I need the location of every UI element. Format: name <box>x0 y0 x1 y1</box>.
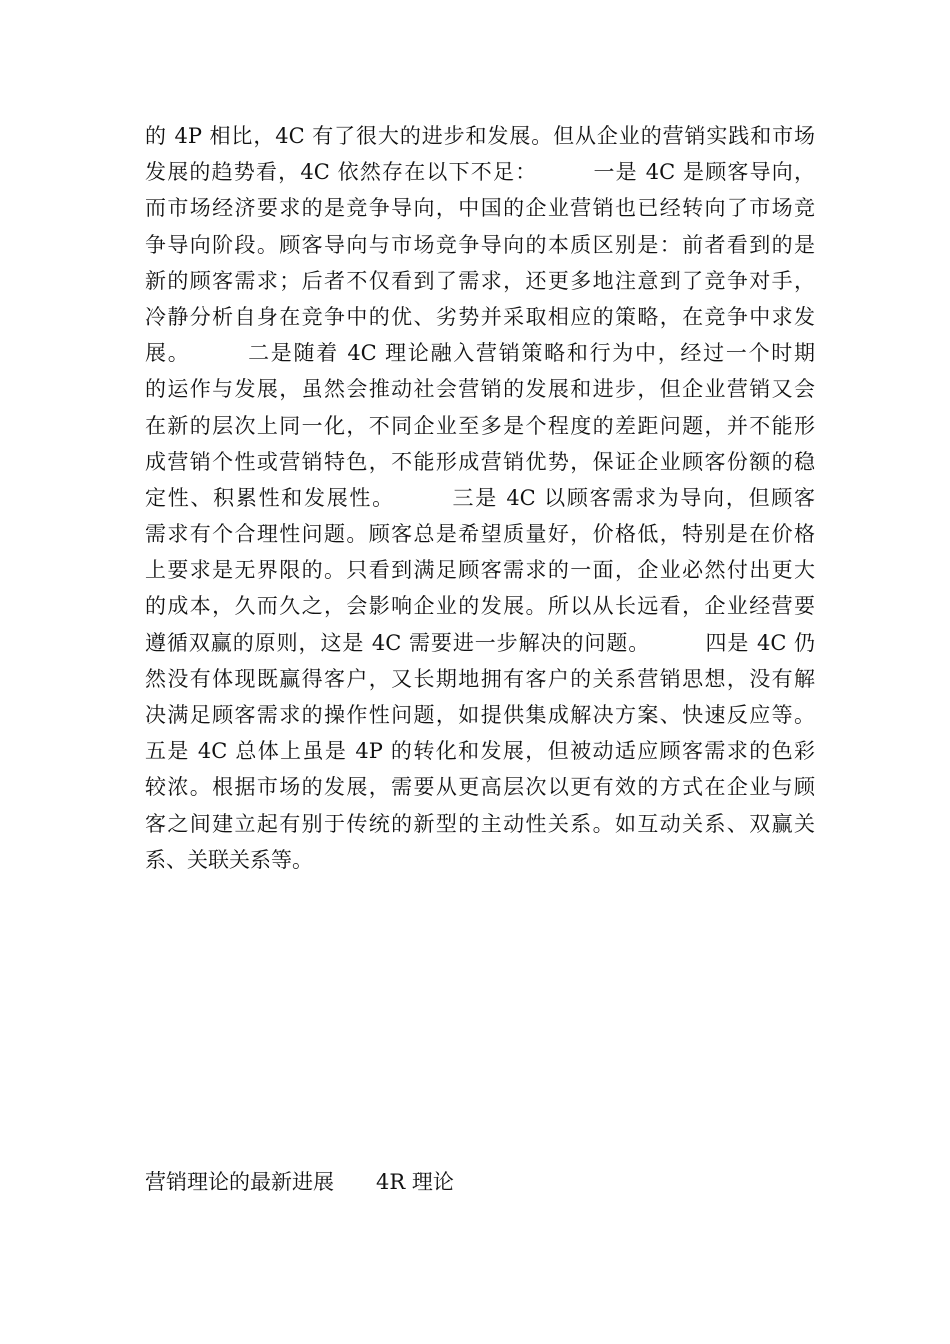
body-paragraph <box>145 118 815 878</box>
section-heading: 营销理论的最新进展 4R 理论 <box>145 1170 454 1194</box>
text-line: 五是 4C 总体上虽是 4P 的转化和发展，但被动适应顾客需求的色彩 <box>145 739 815 764</box>
text-line: 而市场经济要求的是竞争导向，中国的企业营销也已经转向了市场竞 <box>145 196 815 221</box>
text-line: 然没有体现既赢得客户，又长期地拥有客户的关系营销思想，没有解 <box>145 666 815 691</box>
text-line: 成营销个性或营销特色，不能形成营销优势，保证企业顾客份额的稳 <box>145 449 815 474</box>
text-line: 的成本，久而久之，会影响企业的发展。所以从长远看，企业经营要 <box>145 594 815 619</box>
text-line: 需求有个合理性问题。顾客总是希望质量好，价格低，特别是在价格 <box>145 522 815 547</box>
text-line: 争导向阶段。顾客导向与市场竞争导向的本质区别是：前者看到的是 <box>145 232 815 257</box>
text-line: 新的顾客需求；后者不仅看到了需求，还更多地注意到了竞争对手， <box>145 268 815 293</box>
text-line: 客之间建立起有别于传统的新型的主动性关系。如互动关系、双赢关 <box>145 811 815 836</box>
text-line: 系、关联关系等。 <box>145 847 313 872</box>
text-line: 的 4P 相比，4C 有了很大的进步和发展。但从企业的营销实践和市场 <box>145 124 815 148</box>
text-line: 遵循双赢的原则，这是 4C 需要进一步解决的问题。 四是 4C 仍 <box>145 630 815 655</box>
text-line: 决满足顾客需求的操作性问题，如提供集成解决方案、快速反应等。 <box>145 703 815 727</box>
text-line: 的运作与发展，虽然会推动社会营销的发展和进步，但企业营销又会 <box>145 377 815 402</box>
text-line: 展。 二是随着 4C 理论融入营销策略和行为中，经过一个时期 <box>145 341 815 366</box>
text-line: 冷静分析自身在竞争中的优、劣势并采取相应的策略，在竞争中求发 <box>145 304 815 329</box>
text-line: 发展的趋势看，4C 依然存在以下不足： 一是 4C 是顾客导向， <box>145 160 815 185</box>
text-line: 较浓。根据市场的发展，需要从更高层次以更有效的方式在企业与顾 <box>145 775 815 800</box>
text-line: 定性、积累性和发展性。 三是 4C 以顾客需求为导向，但顾客 <box>145 485 815 510</box>
text-line: 上要求是无界限的。只看到满足顾客需求的一面，企业必然付出更大 <box>145 558 815 583</box>
text-line: 在新的层次上同一化，不同企业至多是个程度的差距问题，并不能形 <box>145 413 815 438</box>
